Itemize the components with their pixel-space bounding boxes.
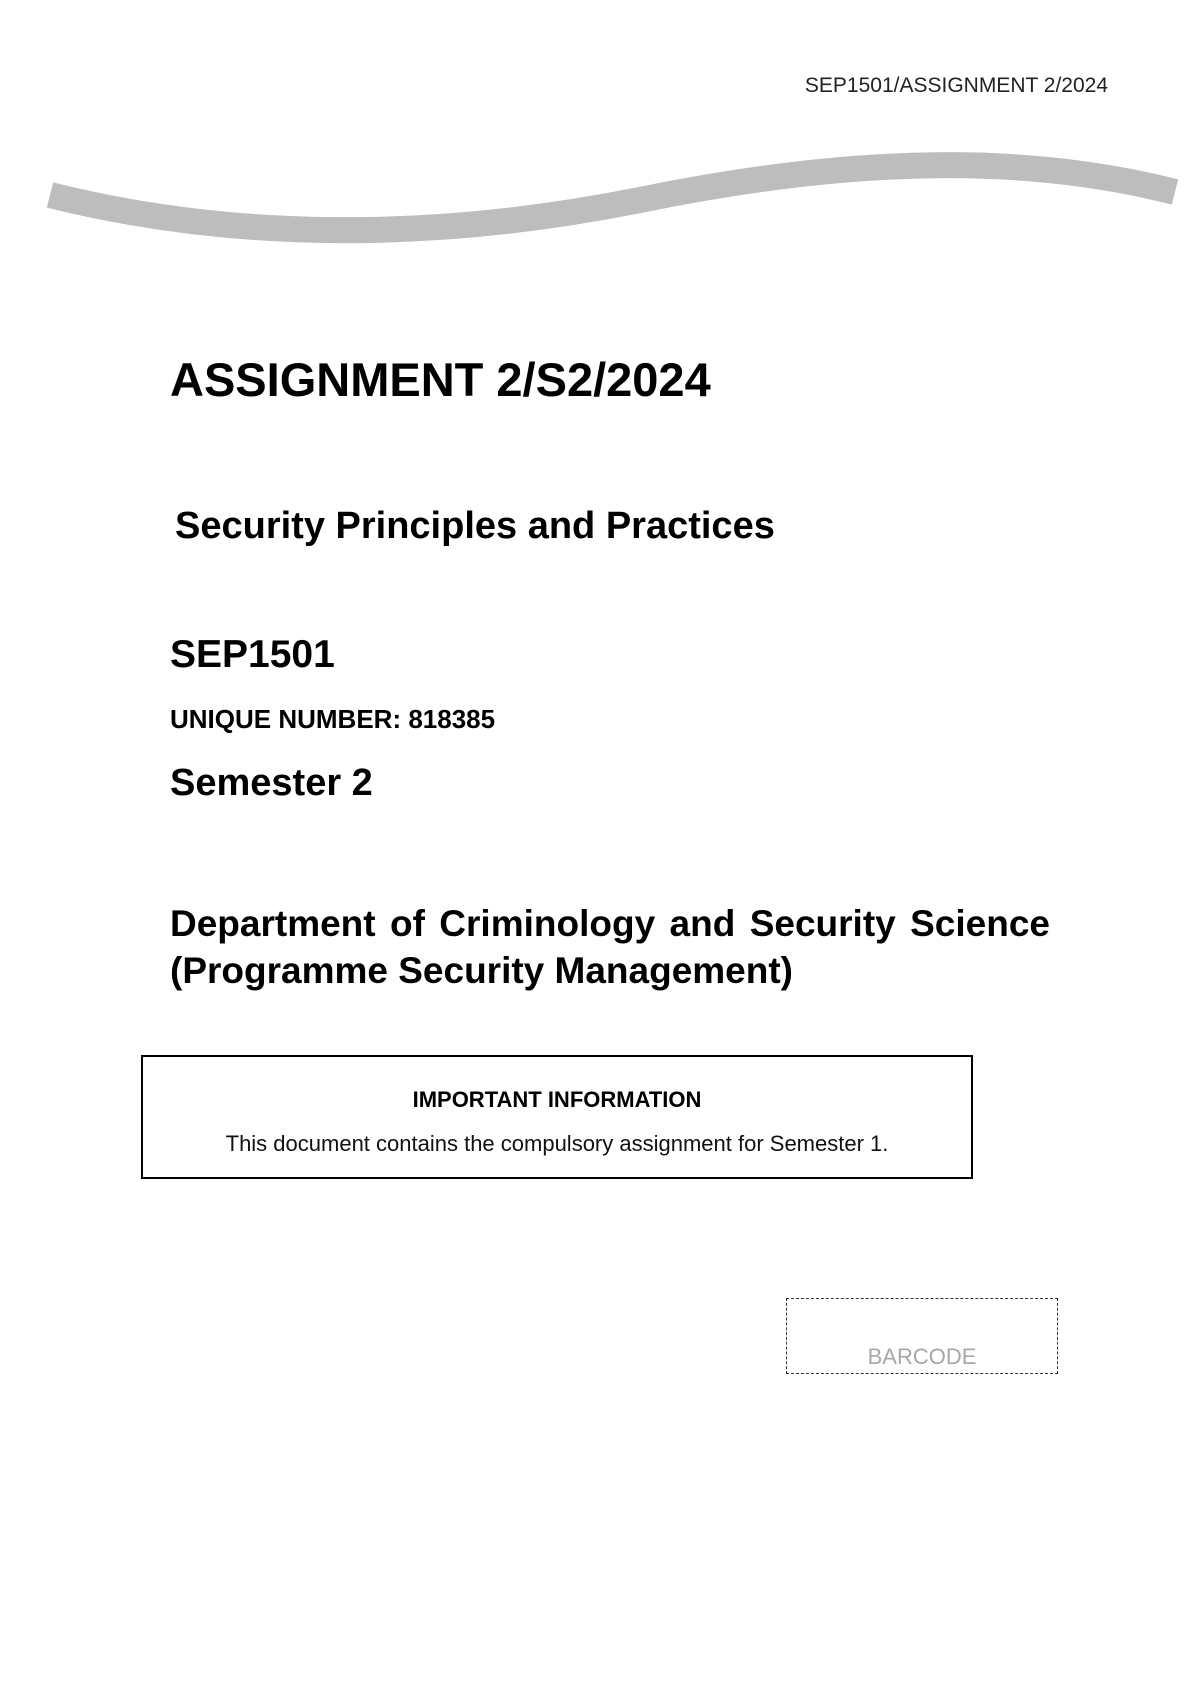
important-information-heading: IMPORTANT INFORMATION	[412, 1087, 702, 1112]
module-name: Security Principles and Practices	[175, 505, 775, 547]
wave-stroke	[50, 165, 1175, 230]
important-information-box	[141, 1055, 973, 1179]
semester-label: Semester 2	[170, 762, 373, 804]
document-code: SEP1501/ASSIGNMENT 2/2024	[804, 74, 1108, 97]
barcode-label: BARCODE	[867, 1344, 977, 1369]
module-code: SEP1501	[170, 633, 335, 676]
unique-number: UNIQUE NUMBER: 818385	[170, 704, 496, 734]
barcode-placeholder	[786, 1298, 1058, 1374]
department-name: Department of Criminology and Security Science (Programme Security Management)	[170, 903, 1050, 991]
decorative-wave	[0, 130, 1200, 260]
important-information-text: This document contains the compulsory assignment for Semester 1.	[225, 1131, 889, 1156]
assignment-title: ASSIGNMENT 2/S2/2024	[170, 353, 711, 406]
